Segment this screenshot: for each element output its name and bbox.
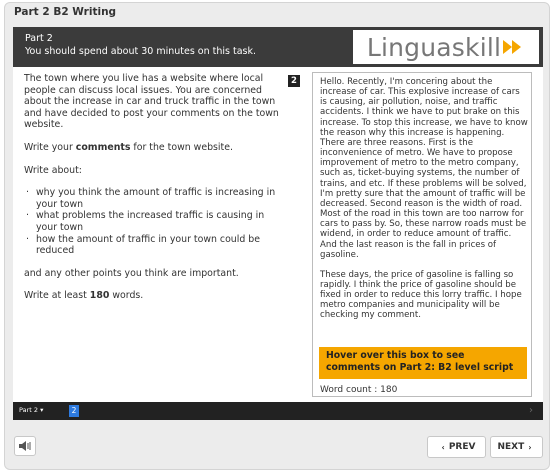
part-dropdown[interactable]: Part 2 ▾ (19, 406, 44, 414)
task-intro: The town where you live has a website where local people can discuss local issues. You are concerned about the increase in car and truck traffic in the town and have decided to post your comments on the town website. (24, 73, 279, 131)
linguaskill-logo (353, 30, 539, 64)
word-minimum: Write at least 180 words. (24, 290, 144, 302)
answer-paragraph: These days, the price of gasoline is falling so rapidly. I think the price of gasoline should be fixed in order to reduce this lorry traffic. I hope metro companies and municipality will be checking my comment. (320, 269, 522, 321)
answer-paragraph: Hello. Recently, I'm concering about the increase of car. This explosive increase of cars is causing, air pollution, noise, and traffic accidents. I think we have to put brake on this increase. To stop this increase, we have to know the reason why this increase is happening. There are three reasons. First is the inconvenience of metro. We have to propose improvement of metro to the metro company, such as, ticket-buying systems, the number of trains, and etc. If these problems will be solved, I'm pretty sure that the amount of traffic will be decreased. Second reason is the width of road. Most of the road in this town are too narrow for cars to pass by. So, these narrow roads must be widend, in order to reduce amount of traffic. And the last reason is the fall in prices of gasoline. (320, 77, 528, 260)
list-item: · why you think the amount of traffic is increasing in your town (24, 187, 282, 210)
task-header (13, 27, 543, 67)
question-nav-bar (13, 402, 543, 420)
answer-box[interactable] (312, 72, 532, 397)
next-label: NEXT (497, 442, 525, 452)
speaker-icon (18, 437, 32, 456)
chevron-right-icon: › (528, 442, 532, 452)
volume-button[interactable] (14, 436, 36, 456)
list-item: · how the amount of traffic in your town could be reduced (24, 234, 282, 257)
prev-button[interactable] (427, 436, 486, 458)
task-bullets (24, 187, 282, 257)
content-area (13, 67, 543, 402)
page-title: Part 2 B2 Writing (14, 6, 117, 18)
logo-text: Linguaskill (366, 32, 502, 62)
chevron-left-icon: ‹ (441, 442, 445, 452)
word-count: Word count : 180 (320, 385, 398, 395)
chevron-right-icon[interactable]: › (529, 405, 533, 416)
answer-text (320, 77, 528, 331)
prev-label: PREV (448, 442, 476, 452)
time-instruction: You should spend about 30 minutes on this task. (25, 46, 257, 57)
double-arrow-icon (503, 39, 525, 55)
header-text (25, 32, 256, 58)
comments-hover-box[interactable]: Hover over this box to see comments on Part 2: B2 level script (319, 347, 527, 379)
write-about-label: Write about: (24, 164, 82, 176)
other-points: and any other points you think are important. (24, 267, 239, 279)
task-instructions (24, 73, 282, 313)
question-number: 2 (288, 75, 300, 87)
write-instruction: Write your comments for the town website. (24, 141, 233, 153)
next-button[interactable] (490, 436, 543, 458)
question-tab-2[interactable]: 2 (69, 405, 79, 417)
list-item: · what problems the increased traffic is causing in your town (24, 210, 282, 233)
part-title: Part 2 (25, 33, 53, 44)
